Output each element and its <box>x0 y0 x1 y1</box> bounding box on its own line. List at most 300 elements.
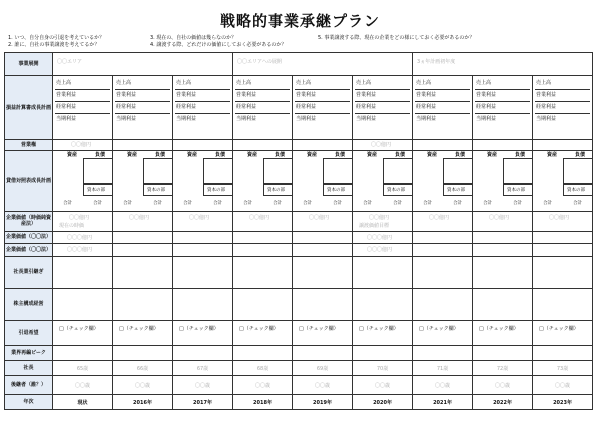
pl-item: 経常利益 <box>355 101 410 113</box>
assets-label: 資産 <box>307 151 318 158</box>
president-age: 72歳 <box>496 365 509 372</box>
successor-age: 〇〇歳 <box>134 382 150 389</box>
balance-plan-cell[interactable] <box>113 150 173 212</box>
row-label-ceo_handover: 社長業引継ぎ <box>5 257 53 289</box>
shareholder-cell[interactable] <box>233 288 293 320</box>
method-value-cell[interactable] <box>233 244 293 257</box>
pl-item: 当期利益 <box>415 113 470 125</box>
successor-age-cell[interactable] <box>53 376 113 395</box>
year-cell <box>113 395 173 410</box>
row-successor <box>5 376 593 395</box>
liabilities-total-label: 合計 <box>573 200 583 206</box>
liabilities-total-label: 合計 <box>213 200 222 206</box>
liabilities-label: 負債 <box>395 151 406 158</box>
dev-cell[interactable] <box>53 53 233 76</box>
balance-sheet <box>113 151 172 212</box>
capital-label: 資本の部 <box>447 187 466 193</box>
row-profit_plan <box>5 76 593 140</box>
dev-item: 3ヵ年計画初年度 <box>417 59 456 65</box>
pl-items <box>295 78 350 125</box>
shareholder-cell[interactable] <box>293 288 353 320</box>
checkbox-label[interactable]: □（チェック欄） <box>119 325 159 332</box>
successor-age: 〇〇歳 <box>495 382 511 389</box>
value-text: 〇〇億円 <box>189 215 210 222</box>
method-value-cell[interactable] <box>353 231 413 244</box>
president-age: 70歳 <box>376 365 389 372</box>
ceo_handover-cell[interactable] <box>53 257 113 289</box>
question-5: 5. 事業譲渡する際、現在の企業をどの様にしておく必要があるのか？ <box>318 35 475 41</box>
year-label: 2016年 <box>133 399 152 406</box>
liabilities-label: 負債 <box>335 151 346 158</box>
pl-item: 当期利益 <box>355 113 410 125</box>
pl-item: 経常利益 <box>175 101 230 113</box>
row-label-corporate_value: 企業価値（時価純資産法） <box>5 212 53 231</box>
dev-item: 〇〇エリア <box>57 59 83 65</box>
value-text: 〇〇億円 <box>549 215 570 222</box>
pl-item: 当期利益 <box>115 113 170 125</box>
pl-item: 売上高 <box>296 80 312 87</box>
row-corporate_value <box>5 212 593 231</box>
assets-total-label: 合計 <box>303 200 313 206</box>
pl-items <box>535 78 590 125</box>
president-age-cell <box>113 361 173 376</box>
liabilities-total-label: 合計 <box>393 200 403 206</box>
successor-age-cell[interactable] <box>233 376 293 395</box>
corporate-value-cell[interactable] <box>413 212 473 231</box>
business-rights-cell[interactable] <box>533 140 593 151</box>
peak-cell[interactable] <box>353 346 413 361</box>
peak-cell[interactable] <box>473 346 533 361</box>
dev-cell[interactable] <box>413 53 593 76</box>
president-age-cell <box>353 361 413 376</box>
pl-item: 売上高 <box>56 80 72 87</box>
liability-box <box>143 158 173 184</box>
profit-plan-cell[interactable] <box>353 76 413 140</box>
assets-total-label: 合計 <box>63 200 72 206</box>
balance-plan-cell[interactable] <box>173 150 233 212</box>
pl-item: 営業利益 <box>535 89 590 101</box>
row-value_b <box>5 244 593 257</box>
value-text: 〇〇〇億円 <box>67 234 93 241</box>
year-label: 2023年 <box>553 399 572 406</box>
pl-item: 営業利益 <box>55 89 110 101</box>
business-rights-cell[interactable] <box>473 140 533 151</box>
year-cell <box>53 395 113 410</box>
corporate-value-cell[interactable] <box>53 212 113 231</box>
balance-sheet <box>293 151 352 212</box>
president-age: 71歳 <box>436 365 449 372</box>
question-1: 1. いつ、自分自身の引退を考えているか？ <box>8 35 105 41</box>
assets-label: 資産 <box>547 151 558 158</box>
page-title: 戦略的事業承継プラン <box>219 12 380 30</box>
row-business_rights <box>5 140 593 151</box>
year-label: 2017年 <box>193 399 212 406</box>
year-label: 2020年 <box>373 399 392 406</box>
balance-plan-cell[interactable] <box>413 150 473 212</box>
peak-cell[interactable] <box>533 346 593 361</box>
assets-total-label: 合計 <box>243 200 253 206</box>
year-label: 2019年 <box>313 399 332 406</box>
president-age: 66歳 <box>136 365 149 372</box>
pl-item: 当期利益 <box>55 113 110 125</box>
method-value-cell[interactable] <box>413 244 473 257</box>
ceo_handover-cell[interactable] <box>233 257 293 289</box>
ceo_handover-cell[interactable] <box>413 257 473 289</box>
president-age-cell <box>233 361 293 376</box>
capital-label: 資本の部 <box>147 187 165 193</box>
shareholder-cell[interactable] <box>113 288 173 320</box>
business-rights-cell[interactable] <box>293 140 353 151</box>
method-value-cell[interactable] <box>233 231 293 244</box>
balance-plan-cell[interactable] <box>473 150 533 212</box>
successor-age-cell[interactable] <box>413 376 473 395</box>
balance-sheet <box>353 151 412 212</box>
liability-box <box>203 158 233 184</box>
successor-age: 〇〇歳 <box>74 382 90 389</box>
pl-item: 営業利益 <box>295 89 350 101</box>
capital-label: 資本の部 <box>207 187 225 193</box>
balance-sheet <box>233 151 292 212</box>
liabilities-total-label: 合計 <box>153 200 162 206</box>
year-cell <box>233 395 293 410</box>
year-cell <box>533 395 593 410</box>
method-value-cell[interactable] <box>293 231 353 244</box>
liability-box <box>383 158 413 184</box>
pl-item: 売上高 <box>476 80 492 87</box>
capital-label: 資本の部 <box>507 187 526 193</box>
checkbox-label[interactable]: □（チェック欄） <box>239 325 279 332</box>
successor-age: 〇〇歳 <box>195 382 211 389</box>
shareholder-cell[interactable] <box>53 288 113 320</box>
liabilities-total-label: 合計 <box>333 200 343 206</box>
pl-item: 経常利益 <box>55 101 110 113</box>
profit-plan-cell[interactable] <box>473 76 533 140</box>
successor-age: 〇〇歳 <box>255 382 271 389</box>
value-text: 〇〇億円 <box>249 215 270 222</box>
pl-item: 売上高 <box>236 80 252 87</box>
dev-item: 〇〇エリアへの展開 <box>237 59 282 65</box>
row-label-business_rights: 営業権 <box>5 140 53 151</box>
value-text: 〇〇〇億円 <box>367 247 393 254</box>
pl-item: 売上高 <box>416 80 432 87</box>
assets-total-label: 合計 <box>483 200 493 206</box>
retirement-cell[interactable] <box>113 320 173 346</box>
balance-sheet <box>533 151 592 212</box>
liabilities-label: 負債 <box>515 151 526 158</box>
capital-label: 資本の部 <box>327 187 346 193</box>
succession-plan-table <box>4 52 593 410</box>
president-age-cell <box>413 361 473 376</box>
business-rights-cell[interactable] <box>233 140 293 151</box>
retirement-cell[interactable] <box>233 320 293 346</box>
ceo_handover-cell[interactable] <box>473 257 533 289</box>
row-shareholder <box>5 288 593 320</box>
pl-item: 営業利益 <box>415 89 470 101</box>
president-age: 65歳 <box>76 365 89 372</box>
pl-item: 経常利益 <box>235 101 290 113</box>
checkbox-label[interactable]: □（チェック欄） <box>179 325 219 332</box>
year-label: 2021年 <box>433 399 452 406</box>
retirement-cell[interactable] <box>473 320 533 346</box>
business-rights-cell[interactable] <box>53 140 113 151</box>
successor-age-cell[interactable] <box>533 376 593 395</box>
shareholder-cell[interactable] <box>173 288 233 320</box>
pl-items <box>115 78 170 125</box>
value-text: 〇〇〇億円 <box>67 247 93 254</box>
method-value-cell[interactable] <box>473 244 533 257</box>
successor-age-cell[interactable] <box>173 376 233 395</box>
retirement-cell[interactable] <box>353 320 413 346</box>
year-cell <box>353 395 413 410</box>
pl-item: 経常利益 <box>115 101 170 113</box>
shareholder-cell[interactable] <box>473 288 533 320</box>
retirement-cell[interactable] <box>53 320 113 346</box>
method-value-cell[interactable] <box>113 231 173 244</box>
retirement-cell[interactable] <box>173 320 233 346</box>
capital-label: 資本の部 <box>567 187 586 193</box>
row-president <box>5 361 593 376</box>
liabilities-label: 負債 <box>155 151 166 158</box>
business-rights-cell[interactable] <box>413 140 473 151</box>
method-value-cell[interactable] <box>473 231 533 244</box>
successor-age: 〇〇歳 <box>315 382 331 389</box>
assets-total-label: 合計 <box>423 200 433 206</box>
profit-plan-cell[interactable] <box>233 76 293 140</box>
ceo_handover-cell[interactable] <box>293 257 353 289</box>
business-rights-cell[interactable] <box>173 140 233 151</box>
shareholder-cell[interactable] <box>413 288 473 320</box>
successor-age-cell[interactable] <box>353 376 413 395</box>
method-value-cell[interactable] <box>293 244 353 257</box>
president-age-cell <box>53 361 113 376</box>
assets-label: 資産 <box>247 151 258 158</box>
liability-box <box>323 158 353 184</box>
method-value-cell[interactable] <box>353 244 413 257</box>
liabilities-total-label: 合計 <box>93 200 102 206</box>
liability-box <box>263 158 293 184</box>
row-business_development <box>5 53 593 76</box>
liabilities-total-label: 合計 <box>453 200 463 206</box>
pl-items <box>235 78 290 125</box>
president-age-cell <box>533 361 593 376</box>
profit-plan-cell[interactable] <box>113 76 173 140</box>
ceo_handover-cell[interactable] <box>353 257 413 289</box>
question-4: 4. 譲渡する際、どれだけの価値にしておく必要があるのか？ <box>150 42 287 48</box>
method-value-cell[interactable] <box>413 231 473 244</box>
method-value-cell[interactable] <box>533 231 593 244</box>
successor-age-cell[interactable] <box>473 376 533 395</box>
peak-cell[interactable] <box>53 346 113 361</box>
pl-items <box>55 78 110 125</box>
peak-cell[interactable] <box>233 346 293 361</box>
pl-item: 当期利益 <box>475 113 530 125</box>
dev-cell[interactable] <box>233 53 413 76</box>
pl-item: 営業利益 <box>175 89 230 101</box>
checkbox-label[interactable]: □（チェック欄） <box>539 325 579 332</box>
corporate-value-cell[interactable] <box>473 212 533 231</box>
liability-box <box>443 158 473 184</box>
balance-sheet <box>53 151 112 212</box>
pl-item: 当期利益 <box>175 113 230 125</box>
row-label-balance_plan: 貸借対照表成長計画 <box>5 150 53 212</box>
liabilities-total-label: 合計 <box>273 200 283 206</box>
president-age-cell <box>293 361 353 376</box>
liabilities-label: 負債 <box>95 151 106 158</box>
peak-cell[interactable] <box>293 346 353 361</box>
pl-item: 営業利益 <box>355 89 410 101</box>
president-age: 68歳 <box>256 365 269 372</box>
method-value-cell[interactable] <box>53 231 113 244</box>
shareholder-cell[interactable] <box>533 288 593 320</box>
method-value-cell[interactable] <box>53 244 113 257</box>
checkbox-label[interactable]: □（チェック欄） <box>59 325 99 332</box>
year-label: 2018年 <box>253 399 272 406</box>
pl-items <box>175 78 230 125</box>
pl-items <box>475 78 530 125</box>
liability-box <box>83 158 113 184</box>
successor-age: 〇〇歳 <box>555 382 571 389</box>
pl-item: 経常利益 <box>475 101 530 113</box>
retirement-cell[interactable] <box>413 320 473 346</box>
pl-item: 経常利益 <box>295 101 350 113</box>
pl-item: 営業利益 <box>235 89 290 101</box>
assets-total-label: 合計 <box>543 200 553 206</box>
liability-box <box>563 158 593 184</box>
method-value-cell[interactable] <box>533 244 593 257</box>
row-label-value_b: 企業価値（〇〇法） <box>5 244 53 257</box>
checkbox-label[interactable]: □（チェック欄） <box>299 325 339 332</box>
capital-label: 資本の部 <box>267 187 286 193</box>
checkbox-label[interactable]: □（チェック欄） <box>479 325 519 332</box>
balance-sheet <box>413 151 472 212</box>
liabilities-label: 負債 <box>275 151 286 158</box>
corporate-value-cell[interactable] <box>533 212 593 231</box>
president-age: 69歳 <box>316 365 329 372</box>
checkbox-label[interactable]: □（チェック欄） <box>359 325 399 332</box>
assets-total-label: 合計 <box>183 200 192 206</box>
row-label-successor: 後継者（誰？） <box>5 376 53 395</box>
successor-age-cell[interactable] <box>113 376 173 395</box>
rights-value: 〇〇億円 <box>371 142 392 149</box>
row-year <box>5 395 593 410</box>
pl-item: 当期利益 <box>295 113 350 125</box>
row-label-peak: 業界再編ピーク <box>5 346 53 361</box>
value-text: 〇〇億円 <box>309 215 330 222</box>
business-rights-cell[interactable] <box>353 140 413 151</box>
corporate-value-cell[interactable] <box>233 212 293 231</box>
retirement-cell[interactable] <box>533 320 593 346</box>
retirement-cell[interactable] <box>293 320 353 346</box>
pl-item: 経常利益 <box>415 101 470 113</box>
method-value-cell[interactable] <box>173 231 233 244</box>
row-ceo_handover <box>5 257 593 289</box>
corporate-value-cell[interactable] <box>113 212 173 231</box>
year-cell <box>173 395 233 410</box>
pl-item: 売上高 <box>116 80 132 87</box>
balance-plan-cell[interactable] <box>53 150 113 212</box>
checkbox-label[interactable]: □（チェック欄） <box>419 325 459 332</box>
pl-item: 売上高 <box>356 80 372 87</box>
president-age: 67歳 <box>196 365 209 372</box>
assets-total-label: 合計 <box>123 200 132 206</box>
profit-plan-cell[interactable] <box>173 76 233 140</box>
value-note: 譲渡価値目標 <box>359 223 390 230</box>
value-text: 〇〇億円 <box>489 215 510 222</box>
balance-plan-cell[interactable] <box>353 150 413 212</box>
liabilities-label: 負債 <box>575 151 586 158</box>
ceo_handover-cell[interactable] <box>173 257 233 289</box>
row-label-profit_plan: 損益計算書成長計画 <box>5 76 53 140</box>
successor-age: 〇〇歳 <box>435 382 451 389</box>
capital-label: 資本の部 <box>387 187 406 193</box>
peak-cell[interactable] <box>173 346 233 361</box>
method-value-cell[interactable] <box>173 244 233 257</box>
profit-plan-cell[interactable] <box>53 76 113 140</box>
row-label-value_a: 企業価値（〇〇法） <box>5 231 53 244</box>
value-text: 〇〇億円 <box>429 215 450 222</box>
assets-label: 資産 <box>427 151 438 158</box>
business-rights-cell[interactable] <box>113 140 173 151</box>
value-note: 現在の時価 <box>59 223 85 230</box>
row-label-shareholder: 株主構成経営 <box>5 288 53 320</box>
pl-items <box>355 78 410 125</box>
capital-label: 資本の部 <box>87 187 105 193</box>
value-text: 〇〇億円 <box>129 215 150 222</box>
pl-item: 営業利益 <box>115 89 170 101</box>
pl-item: 経常利益 <box>535 101 590 113</box>
balance-plan-cell[interactable] <box>233 150 293 212</box>
liabilities-label: 負債 <box>215 151 226 158</box>
pl-item: 当期利益 <box>535 113 590 125</box>
ceo_handover-cell[interactable] <box>113 257 173 289</box>
row-peak <box>5 346 593 361</box>
profit-plan-cell[interactable] <box>293 76 353 140</box>
corporate-value-cell[interactable] <box>173 212 233 231</box>
row-value_a <box>5 231 593 244</box>
question-3: 3. 現在の、自社の価値は幾らなのか？ <box>150 35 237 41</box>
liability-box <box>503 158 533 184</box>
balance-sheet <box>173 151 232 212</box>
peak-cell[interactable] <box>413 346 473 361</box>
year-cell <box>293 395 353 410</box>
row-label-business_development: 事業展開 <box>5 53 53 76</box>
balance-plan-cell[interactable] <box>533 150 593 212</box>
assets-total-label: 合計 <box>363 200 373 206</box>
year-cell <box>473 395 533 410</box>
successor-age-cell[interactable] <box>293 376 353 395</box>
year-label: 現状 <box>77 399 88 406</box>
method-value-cell[interactable] <box>113 244 173 257</box>
assets-label: 資産 <box>187 151 198 158</box>
peak-cell[interactable] <box>113 346 173 361</box>
row-retirement <box>5 320 593 346</box>
president-age-cell <box>473 361 533 376</box>
corporate-value-cell[interactable] <box>353 212 413 231</box>
balance-plan-cell[interactable] <box>293 150 353 212</box>
profit-plan-cell[interactable] <box>413 76 473 140</box>
corporate-value-cell[interactable] <box>293 212 353 231</box>
ceo_handover-cell[interactable] <box>533 257 593 289</box>
question-2: 2. 誰に、自社の事業譲渡を考えてるか？ <box>8 42 100 48</box>
row-label-retirement: 引退希望 <box>5 320 53 346</box>
year-cell <box>413 395 473 410</box>
shareholder-cell[interactable] <box>353 288 413 320</box>
value-text: 〇〇〇億円 <box>367 234 393 241</box>
liabilities-label: 負債 <box>455 151 466 158</box>
profit-plan-cell[interactable] <box>533 76 593 140</box>
row-balance_plan <box>5 150 593 212</box>
president-age-cell <box>173 361 233 376</box>
